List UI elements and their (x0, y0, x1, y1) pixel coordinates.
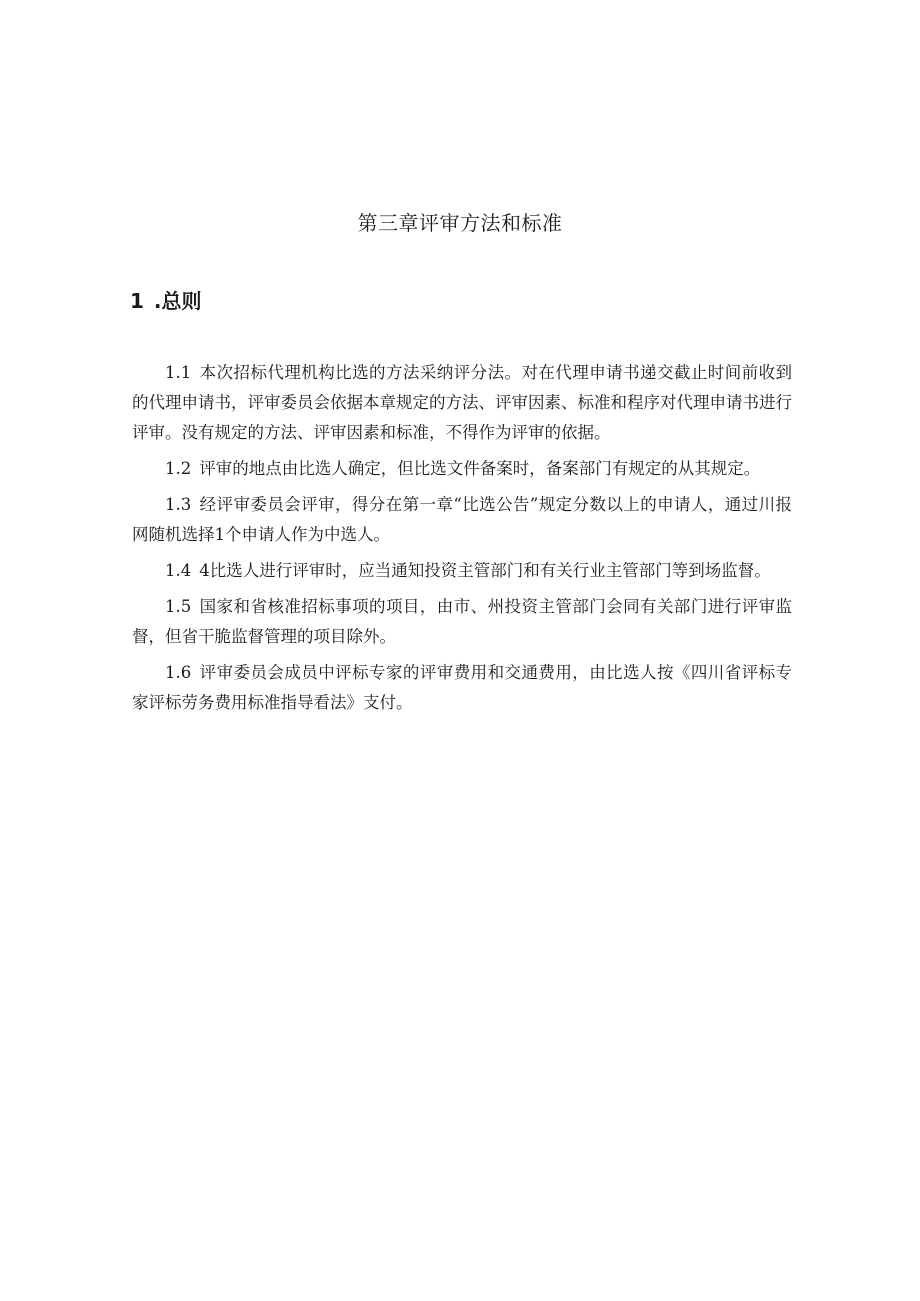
clause-text: 经评审委员会评审，得分在第一章“比选公告”规定分数以上的申请人，通过川报网随机选择1个申请人作为中选人。 (132, 495, 792, 544)
section-number: 1 (130, 289, 144, 313)
clause-1-2 (132, 454, 792, 484)
clause-text: 4比选人进行评审时，应当通知投资主管部门和有关行业主管部门等到场监督。 (199, 561, 771, 580)
clause-number: 1.3 (165, 495, 192, 514)
chapter-title: 第三章评审方法和标准 (357, 211, 563, 235)
clause-number: 1.6 (165, 663, 192, 682)
clause-number: 1.5 (165, 597, 192, 616)
clause-text: 评审委员会成员中评标专家的评审费用和交通费用，由比选人按《四川省评标专家评标劳务费用标准指导看法》支付。 (132, 663, 792, 712)
section-heading (130, 286, 202, 316)
clause-number: 1.1 (165, 363, 192, 382)
clause-number: 1.2 (165, 459, 192, 478)
clause-number: 1.4 (165, 561, 192, 580)
clause-text: 评审的地点由比选人确定，但比选文件备案时，备案部门有规定的从其规定。 (199, 459, 761, 478)
clause-1-3 (132, 490, 792, 550)
clause-text: 本次招标代理机构比选的方法采纳评分法。对在代理申请书递交截止时间前收到的代理申请书，评审委员会依据本章规定的方法、评审因素、标准和程序对代理申请书进行评审。没有规定的方法、评审因素和标准，不得作为评审的依据。 (132, 363, 792, 442)
clause-1-6 (132, 658, 792, 718)
clause-1-5 (132, 592, 792, 652)
clause-1-4 (132, 556, 792, 586)
clause-1-1 (132, 358, 792, 448)
clause-text: 国家和省核准招标事项的项目，由市、州投资主管部门会同有关部门进行评审监督，但省干脆监督管理的项目除外。 (132, 597, 792, 646)
section-title: .总则 (153, 289, 202, 313)
clause-list (132, 358, 792, 724)
